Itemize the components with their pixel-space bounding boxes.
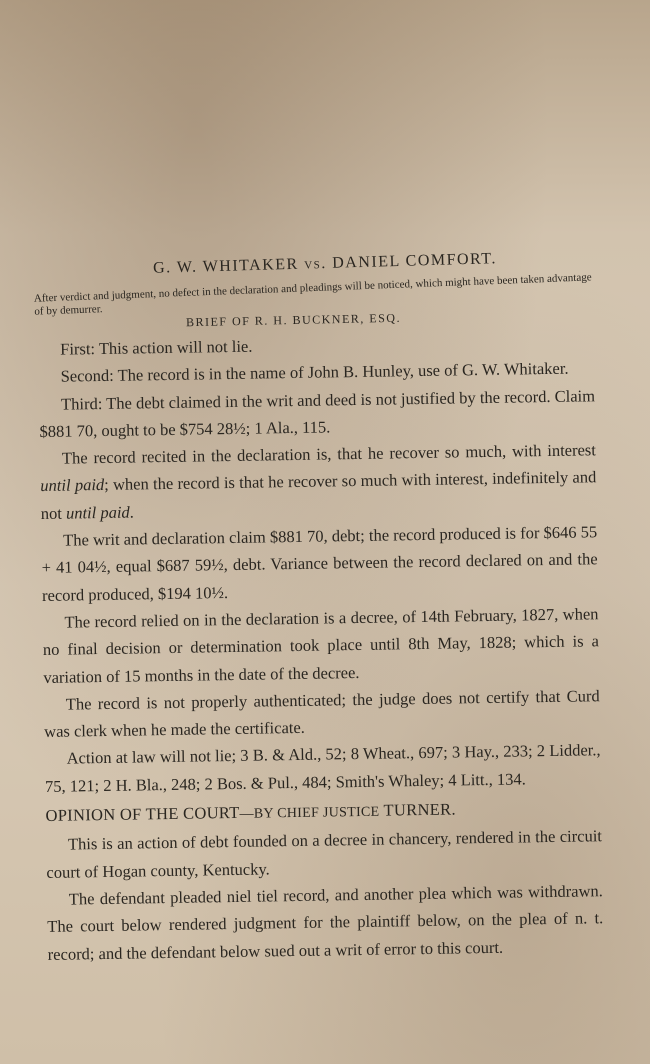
- paragraph-text: The record is in the name of John B. Hunley, use of G. W. Whitaker.: [117, 358, 569, 386]
- case-title: G. W. WHITAKER vs. DANIEL COMFORT.: [152, 250, 498, 277]
- paragraph-label: Second:: [60, 366, 114, 386]
- brief-title: BRIEF OF R. H. BUCKNER, ESQ.: [185, 310, 402, 330]
- opinion-paragraph: The defendant pleaded niel tiel record, and another plea which was withdrawn. The court below rendered judgment for the plaintiff below, on the plea of n. t. record; and the defendant below sued out a writ of error to this court.: [47, 881, 604, 964]
- opinion-by: —BY CHIEF JUSTICE: [239, 804, 380, 822]
- paragraph-label: Third:: [60, 393, 103, 414]
- paragraph-text: The record recited in the declaration is, that he recover so much, with interest: [61, 440, 597, 468]
- headnote: After verdict and judgment, no defect in the declaration and pleadings will be noticed, which might have been taken advantage of by demurrer.: [33, 271, 592, 318]
- paragraph-citations: Action at law will not lie; 3 B. & Ald., 52; 8 Wheat., 697; 3 Hay., 233; 2 Lidder., 75, 121; 2 H. Bla., 248; 2 Bos. & Pul., 484; Smith's Whaley; 4 Litt., 134.: [44, 740, 601, 796]
- emphasis-text: until paid: [40, 475, 105, 496]
- paragraph-variance: The writ and declaration claim $881 70, debt; the record produced is for $646 55 + 41 04½, equal $687 59½, debt. Variance between the record declared on and the record produced, $194 10½.: [41, 522, 598, 605]
- opinion-judge: TURNER.: [383, 799, 456, 820]
- opinion-heading-text: OPINION OF THE COURT: [45, 802, 240, 825]
- emphasis-text: until paid: [65, 502, 130, 523]
- paragraph-decree-date: The record relied on in the declaration is a decree, of 14th February, 1827, when no final decision or determination took place until 8th May, 1828; which is a variation of 15 months in the date of the decree.: [42, 604, 600, 687]
- paragraph-interest: [40, 436, 597, 527]
- paragraph-third: [39, 382, 596, 445]
- opinion-paragraph: This is an action of debt founded on a decree in chancery, rendered in the circuit court of Hogan county, Kentucky.: [46, 826, 603, 882]
- paragraph-text: .: [129, 502, 134, 522]
- paragraph-text: This action will not lie.: [98, 336, 253, 359]
- body-text: [38, 327, 604, 967]
- paragraph-text: The debt claimed in the writ and deed is not justified by the record. Claim $881 70, ought to be $754 28½; 1 Ala., 115.: [39, 385, 596, 441]
- paragraph-label: First:: [60, 339, 96, 359]
- paragraph-authentication: The record is not properly authenticated; the judge does not certify that Curd was clerk when he made the certificate.: [44, 686, 600, 742]
- paragraph-text: ; when the record is that he recover so much with interest, indefinitely and not: [40, 467, 597, 523]
